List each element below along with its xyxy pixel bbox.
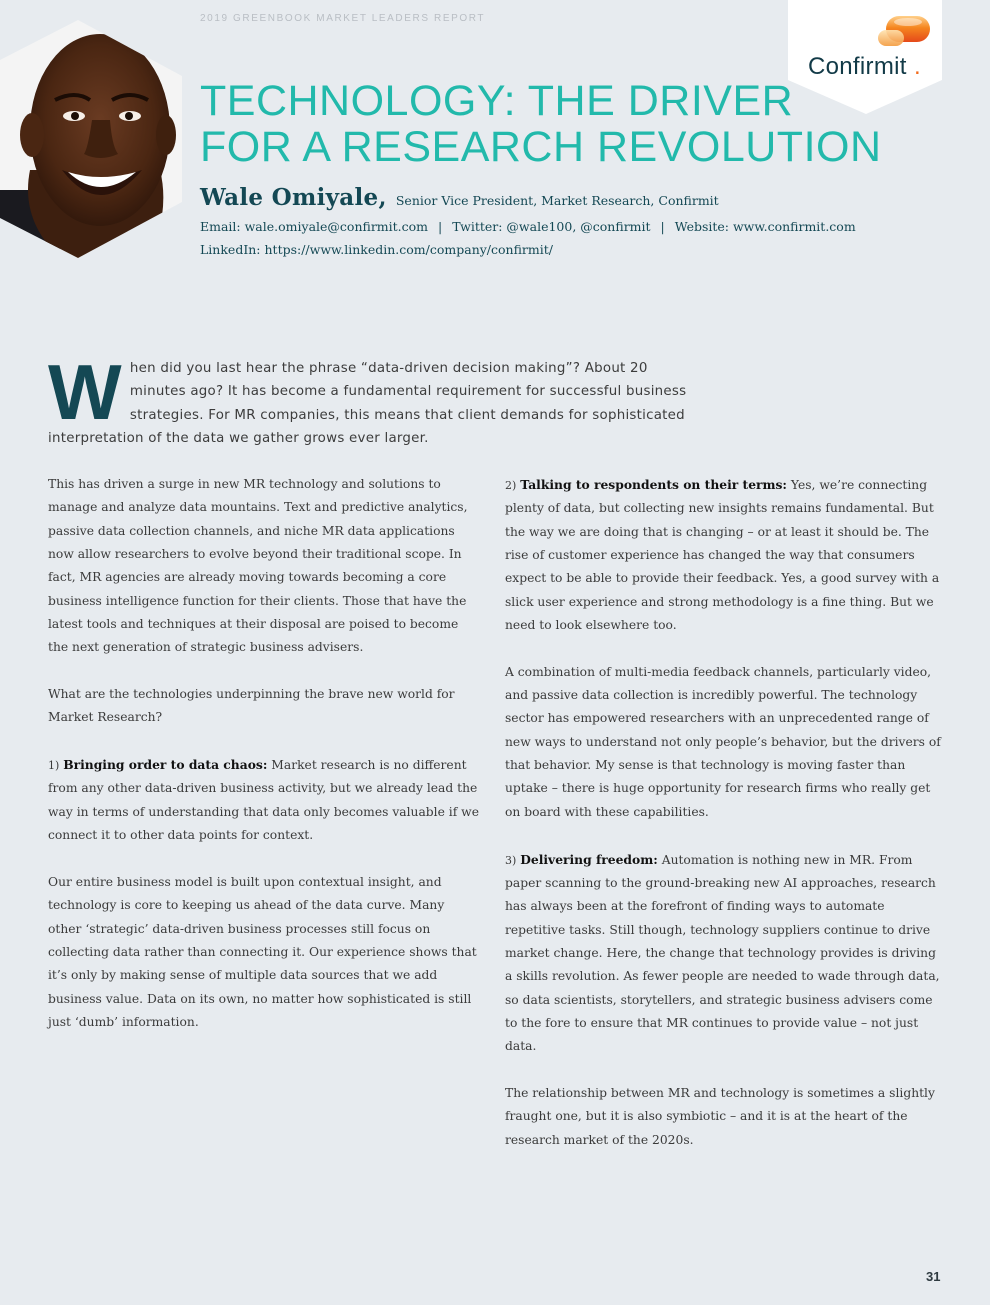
point-text: Automation is nothing new in MR. From paper scanning to the ground-breaking new AI approaches, research has always been at the forefront of finding ways to automate repetitive tasks. Still though, technology suppliers continue to drive market change. Here, the change that technology provides is driving a skills revolution. As fewer people are needed to wade through data, so data scientists, storytellers, and strategic business advisers come to the fore to ensure that MR continues to provide value – not just data. bbox=[505, 852, 940, 1054]
intro-text: hen did you last hear the phrase “data-driven decision making”? About 20 minutes ago? It has become a fundamental requirement for successful business strategies. For MR companies, this means that client demands for sophisticated interpretation of the data we gather grows ever larger. bbox=[48, 361, 687, 447]
article-intro bbox=[48, 348, 698, 451]
page-number: 31 bbox=[926, 1269, 941, 1284]
contact-separator: | bbox=[438, 219, 443, 234]
logo-dot: . bbox=[914, 53, 921, 80]
paragraph-point-1 bbox=[48, 753, 480, 847]
author-name: Wale Omiyale, bbox=[200, 184, 387, 211]
paragraph-point-3 bbox=[505, 848, 942, 1059]
drop-cap: W bbox=[48, 348, 122, 436]
point-heading: Delivering freedom: bbox=[520, 851, 658, 867]
paragraph: The relationship between MR and technology is sometimes a slightly fraught one, but it is also symbiotic – and it is at the heart of the research market of the 2020s. bbox=[505, 1085, 935, 1147]
paragraph: Our entire business model is built upon contextual insight, and technology is core to keeping us ahead of the data curve. Many other ‘strategic’ data-driven business processes still focus on collecting data rather than connecting it. Our experience shows that it’s only by making sense of multiple data sources that we add business value. Data on its own, no matter how sophisticated is still just ‘dumb’ information. bbox=[48, 874, 477, 1029]
left-column bbox=[48, 473, 480, 1058]
paragraph-point-2 bbox=[505, 473, 942, 637]
point-text: Market research is no different from any other data-driven business activity, but we already lead the way in terms of understanding that data only becomes valuable if we connect it to other data points for context. bbox=[48, 758, 479, 843]
point-number: 1) bbox=[48, 759, 60, 773]
author-byline bbox=[200, 184, 719, 211]
author-contacts bbox=[200, 219, 856, 234]
contact-separator: | bbox=[660, 219, 665, 234]
author-role: Senior Vice President, Market Research, Confirmit bbox=[395, 193, 719, 208]
title-line-1: TECHNOLOGY: THE DRIVER bbox=[200, 77, 794, 125]
right-column bbox=[505, 473, 942, 1175]
author-twitter[interactable]: Twitter: @wale100, @confirmit bbox=[452, 219, 651, 234]
author-website[interactable]: Website: www.confirmit.com bbox=[674, 219, 856, 234]
point-heading: Bringing order to data chaos: bbox=[63, 757, 268, 773]
author-linkedin[interactable]: LinkedIn: https://www.linkedin.com/company/confirmit/ bbox=[200, 242, 553, 257]
paragraph: What are the technologies underpinning the brave new world for Market Research? bbox=[48, 687, 455, 725]
title-line-2: FOR A RESEARCH REVOLUTION bbox=[200, 123, 882, 171]
running-header: 2019 GREENBOOK MARKET LEADERS REPORT bbox=[200, 13, 486, 24]
logo-wordmark: Confirmit bbox=[808, 53, 907, 80]
article-title bbox=[200, 78, 900, 170]
paragraph: This has driven a surge in new MR technology and solutions to manage and analyze data mountains. Text and predictive analytics, passive data collection channels, and niche MR data applications now allow researchers to evolve beyond their traditional scope. In fact, MR agencies are already moving towards becoming a core business intelligence function for their clients. Those that have the latest tools and techniques at their disposal are poised to become the next generation of strategic business advisers. bbox=[48, 477, 468, 655]
author-email[interactable]: Email: wale.omiyale@confirmit.com bbox=[200, 219, 429, 234]
point-number: 3) bbox=[505, 853, 517, 867]
point-number: 2) bbox=[505, 479, 517, 492]
paragraph: A combination of multi-media feedback channels, particularly video, and passive data collection is incredibly powerful. The technology sector has empowered researchers with an unprecedented range of new ways to understand not only people’s behavior, but the drivers of that behavior. My sense is that technology is moving faster than uptake – there is huge opportunity for research firms who really get on board with these capabilities. bbox=[505, 664, 941, 819]
point-text: Yes, we’re connecting plenty of data, but collecting new insights remains fundamental. But the way we are doing that is changing – or at least it should be. The rise of customer experience has changed the way that consumers expect to be able to provide their feedback. Yes, a good survey with a slick user experience and strong methodology is a fine thing. But we need to look elsewhere too. bbox=[505, 478, 940, 633]
author-linkedin-line bbox=[200, 242, 553, 257]
author-portrait bbox=[0, 20, 182, 258]
point-heading: Talking to respondents on their terms: bbox=[520, 477, 787, 492]
